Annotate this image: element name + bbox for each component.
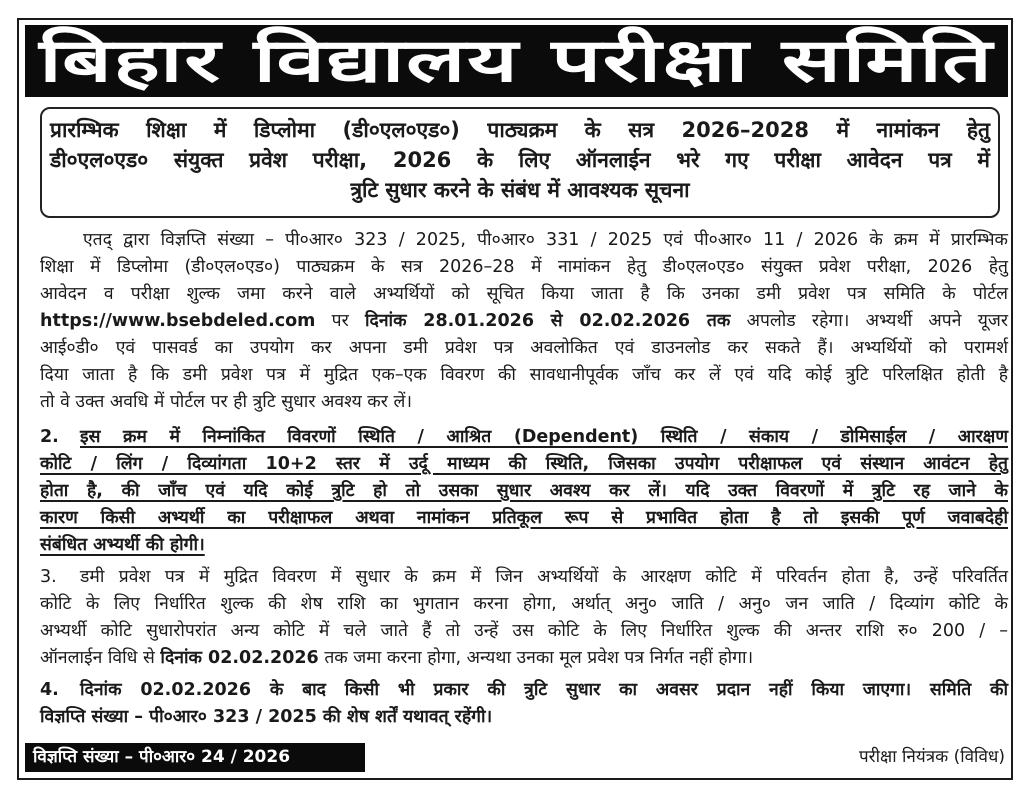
subject-line: त्रुटि सुधार करने के संबंध में आवश्यक सूचना [350, 178, 690, 202]
portal-url: https://www.bsebdeled.com [40, 311, 316, 331]
paragraph-line: तो वे उक्त अवधि में पोर्टल पर ही त्रुटि सुधार अवश्य कर लें। [40, 392, 412, 412]
paragraph-line: संबंधित अभ्यर्थी की होगी। [40, 535, 205, 555]
paragraph-line: कोटि / लिंग / दिव्यांगता 10+2 स्तर में उर्दू माध्यम की स्थिति, जिसका उपयोग परीक्षाफल एवं संस्थान आवंटन हेतु [40, 454, 1008, 474]
line-text: पर [331, 311, 349, 331]
paragraph-line [40, 564, 1008, 591]
upload-date-range: दिनांक 28.01.2026 से 02.02.2026 तक [365, 311, 731, 331]
line-text: डमी प्रवेश पत्र में मुद्रित विवरण में सुधार के क्रम में जिन अभ्यर्थियों के आरक्षण कोटि में परिवर्तन होता है, उन्हें परिवर्तित [80, 567, 1008, 587]
point-4 [40, 677, 1008, 731]
subject-box [40, 107, 1000, 218]
point-number: 3. [40, 567, 57, 587]
paragraph-line [40, 645, 1008, 672]
paragraph-line: आई०डी० एवं पासवर्ड का उपयोग कर अपना डमी प्रवेश पत्र अवलोकित एवं डाउनलोड कर सकते हैं। अभ्यर्थियों को परामर्श [40, 338, 1008, 358]
board-name-banner [25, 25, 1008, 97]
paragraph-line: एतद् द्वारा विज्ञप्ति संख्या – पी०आर० 323 / 2025, पी०आर० 331 / 2025 एवं पी०आर० 11 / 2026 के क्रम में प्रारम्भिक [83, 230, 1008, 250]
paragraph-line [40, 677, 1008, 704]
paragraph-line: शिक्षा में डिप्लोमा (डी०एल०एड०) पाठ्यक्रम के सत्र 2026–28 में नामांकन हेतु डी०एल०एड० संयुक्त प्रवेश परीक्षा, 2026 हेतु [40, 257, 1008, 277]
line-text: ऑनलाईन विधि से [40, 648, 155, 668]
line-text: इस क्रम में निम्नांकित विवरणों स्थिति / आश्रित (Dependent) स्थिति / संकाय / डोमिसाईल / आरक्षण [80, 427, 1008, 447]
notice-number: विज्ञप्ति संख्या – पी०आर० 24 / 2026 [25, 743, 365, 772]
paragraph-line: दिया जाता है कि डमी प्रवेश पत्र में मुद्रित एक–एक विवरण की सावधानीपूर्वक जाँच कर लें एवं यदि कोई त्रुटि परिलक्षित होती है [40, 365, 1008, 385]
paragraph-line [40, 308, 1008, 335]
paragraph-line: कारण किसी अभ्यर्थी का परीक्षाफल अथवा नामांकन प्रतिकूल रूप से प्रभावित होता है तो इसकी पूर्ण जवाबदेही [40, 508, 1008, 528]
paragraph-line: अभ्यर्थी कोटि सुधारोपरांत अन्य कोटि में चले जाते हैं तो उन्हें उस कोटि के लिए निर्धारित शुल्क की अन्तर राशि रु० 200 / – [40, 621, 1008, 641]
board-name: बिहार विद्यालय परीक्षा समिति [39, 26, 994, 96]
line-text: दिनांक 02.02.2026 के बाद किसी भी प्रकार की त्रुटि सुधार का अवसर प्रदान नहीं किया जाएगा। समिति की [80, 680, 1008, 700]
signatory: परीक्षा नियंत्रक (विविध) [859, 747, 1005, 767]
paragraph-line [40, 424, 1008, 451]
paragraph-line: कोटि के लिए निर्धारित शुल्क की शेष राशि का भुगतान करना होगा, अर्थात् अनु० जाति / अनु० जन जाति / दिव्यांग कोटि के [40, 594, 1008, 614]
line-text: तक जमा करना होगा, अन्यथा उनका मूल प्रवेश पत्र निर्गत नहीं होगा। [324, 648, 754, 668]
intro-paragraph [40, 227, 1008, 416]
point-number: 4. [40, 680, 59, 700]
line-text: अपलोड रहेगा। अभ्यर्थी अपने यूजर [746, 311, 1008, 331]
point-number: 2. [40, 427, 59, 447]
deadline-date: दिनांक 02.02.2026 [160, 648, 319, 668]
paragraph-line: होता है, की जाँच एवं यदि कोई त्रुटि हो तो उसका सुधार अवश्य कर लें। यदि उक्त विवरणों में त्रुटि रह जाने के [40, 481, 1008, 501]
point-2 [40, 424, 1008, 559]
subject-line: डी०एल०एड० संयुक्त प्रवेश परीक्षा, 2026 के लिए ऑनलाईन भरे गए परीक्षा आवेदन पत्र में [50, 148, 990, 172]
point-3 [40, 564, 1008, 672]
paragraph-line: आवेदन व परीक्षा शुल्क जमा करने वाले अभ्यर्थियों को सूचित किया जाता है कि उनका डमी प्रवेश पत्र समिति के पोर्टल [40, 284, 1008, 304]
subject-line: प्रारम्भिक शिक्षा में डिप्लोमा (डी०एल०एड०) पाठ्यक्रम के सत्र 2026–2028 में नामांकन हेतु [50, 118, 990, 142]
paragraph-line: विज्ञप्ति संख्या – पी०आर० 323 / 2025 की शेष शर्तें यथावत् रहेंगी। [40, 707, 493, 727]
